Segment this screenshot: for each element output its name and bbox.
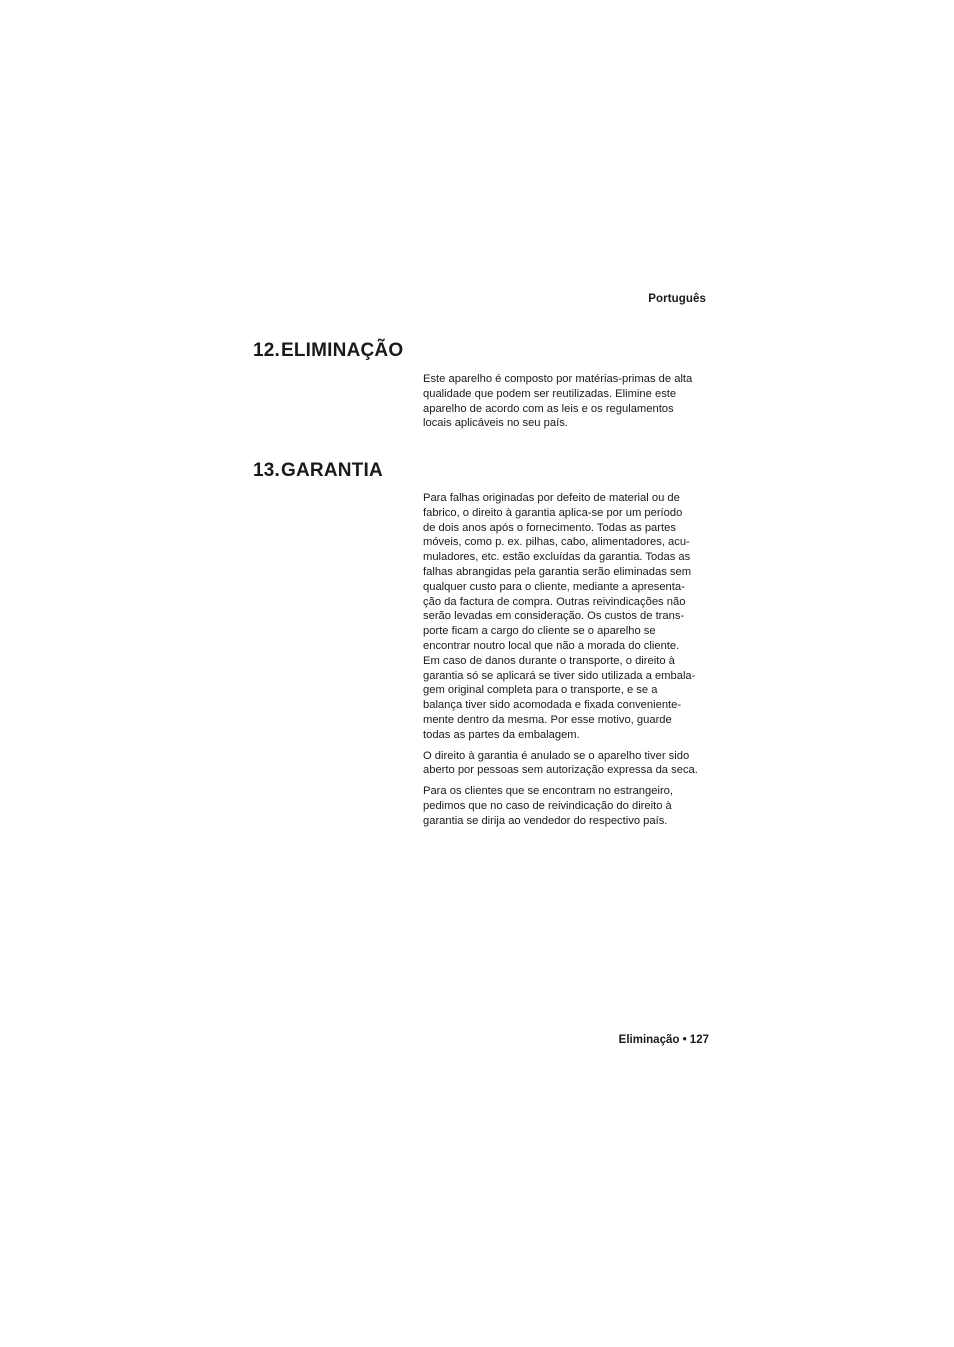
- section-title: ELIMINAÇÃO: [281, 340, 404, 361]
- paragraph: Para falhas originadas por defeito de material ou de fabrico, o direito à garantia aplica-se por um período de dois anos após o fornecimento. Todas as partes móveis, como p. ex. pilhas, cabo, alimentadores, acu- muladores, etc. estão excluídas da garantia. Todas as falhas abrangidas pela garantia serão eliminadas sem qualquer custo para o cliente, mediante a apresenta- ção da factura de compra. Outras reivindicações não serão levadas em consideração. Os custos de trans- porte ficam a cargo do cliente se o aparelho se encontrar noutro local que não a morada do cliente. Em caso de danos durante o transporte, o direito à garantia só se aplicará se tiver sido utilizada a embala- gem original completa para o transporte, e se a balança tiver sido acomodada e fixada conveniente- mente dentro da mesma. Por esse motivo, guarde todas as partes da embalagem.: [423, 492, 696, 741]
- paragraph: O direito à garantia é anulado se o aparelho tiver sido aberto por pessoas sem autorização expressa da seca.: [423, 749, 698, 777]
- section-number: 12.: [253, 340, 281, 361]
- section-heading-eliminacao: [253, 340, 403, 362]
- section-title: GARANTIA: [281, 460, 383, 481]
- section-body-eliminacao: [423, 372, 713, 437]
- section-heading-garantia: [253, 460, 383, 482]
- section-body-garantia: [423, 491, 713, 835]
- paragraph: Este aparelho é composto por matérias-primas de alta qualidade que podem ser reutilizadas. Elimine este aparelho de acordo com as leis e os regulamentos locais aplicáveis no seu país.: [423, 373, 693, 430]
- section-number: 13.: [253, 460, 281, 481]
- page-footer: Eliminação • 127: [618, 1034, 709, 1046]
- header-language-label: Português: [648, 293, 706, 305]
- paragraph: Para os clientes que se encontram no estrangeiro, pedimos que no caso de reivindicação do direito à garantia se dirija ao vendedor do respectivo país.: [423, 785, 673, 827]
